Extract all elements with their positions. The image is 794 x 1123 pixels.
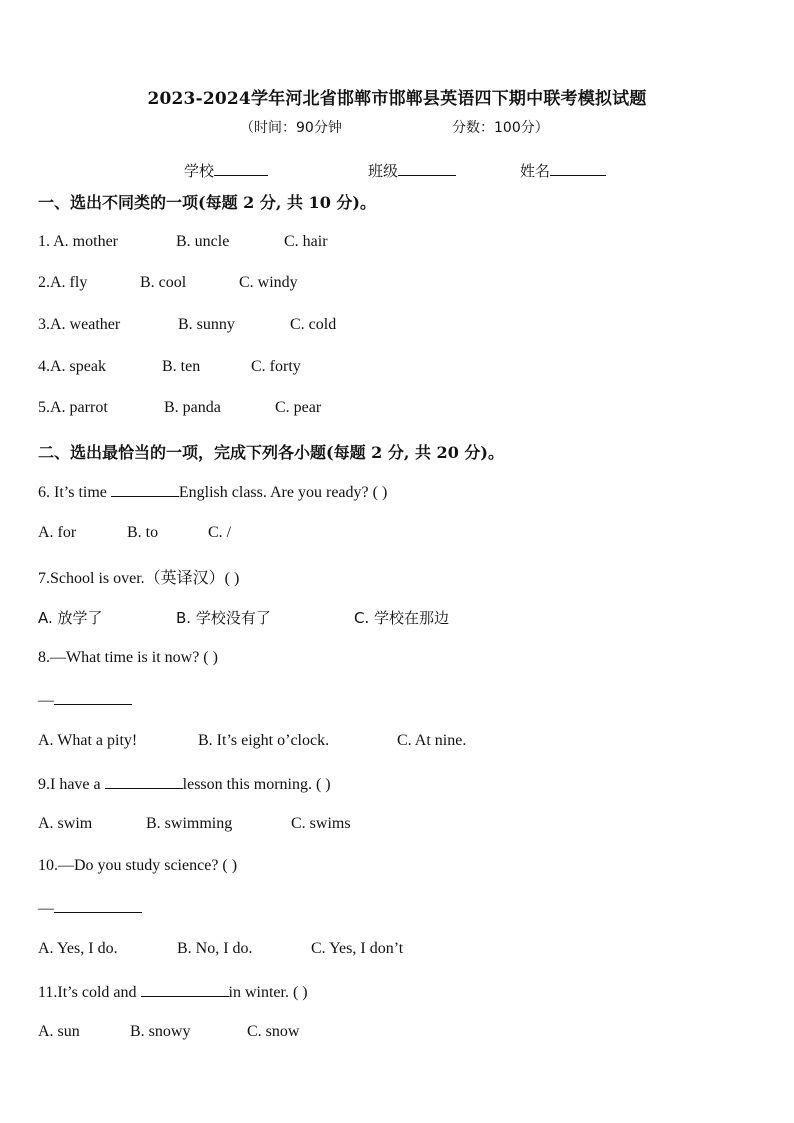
q6-option-a: A. for xyxy=(38,524,77,541)
name-label: 姓名 xyxy=(520,162,551,180)
s1-q3-option-b: B. sunny xyxy=(178,316,235,333)
school-label: 学校 xyxy=(184,162,215,180)
s1-question-2 xyxy=(38,274,87,292)
q7-option-a: A. 放学了 xyxy=(38,609,103,627)
s1-q4-option-b: B. ten xyxy=(162,358,201,375)
q11-stem-post: in winter. ( ) xyxy=(228,984,308,1001)
option-a: A. weather xyxy=(50,316,121,333)
q9-option-a: A. swim xyxy=(38,815,93,832)
q10-option-b: B. No, I do. xyxy=(177,940,253,957)
s1-q3-option-c: C. cold xyxy=(290,316,337,333)
total-score: 分数：100分） xyxy=(452,120,549,136)
question-number: 1. xyxy=(38,233,54,250)
q7-option-c: C. 学校在那边 xyxy=(354,609,450,627)
option-a: A. speak xyxy=(50,358,106,375)
q10-stem: 10.—Do you study science? ( ) xyxy=(38,857,238,874)
q6-stem xyxy=(38,482,387,502)
q9-stem-pre: 9.I have a xyxy=(38,776,105,793)
s1-q1-option-c: C. hair xyxy=(284,233,328,250)
q10-dash: — xyxy=(38,900,54,917)
section-1-heading: 一、选出不同类的一项(每题 2 分, 共 10 分)。 xyxy=(38,193,376,212)
q8-dash: — xyxy=(38,692,54,709)
q6-stem-post: English class. Are you ready? ( ) xyxy=(178,484,388,501)
s1-question-4 xyxy=(38,358,106,376)
q11-option-c: C. snow xyxy=(247,1023,300,1040)
q9-blank xyxy=(105,774,183,789)
q10-option-a: A. Yes, I do. xyxy=(38,940,118,957)
q6-stem-pre: 6. It’s time xyxy=(38,484,111,501)
q11-option-b: B. snowy xyxy=(130,1023,191,1040)
s1-q5-option-c: C. pear xyxy=(275,399,322,416)
option-a: A. parrot xyxy=(50,399,108,416)
q10-answer-line xyxy=(38,898,142,918)
q8-option-b: B. It’s eight o’clock. xyxy=(198,732,330,749)
class-blank xyxy=(398,161,456,176)
q7-option-b: B. 学校没有了 xyxy=(176,609,271,627)
option-a: A. mother xyxy=(53,233,118,250)
s1-q5-option-b: B. panda xyxy=(164,399,221,416)
q6-blank xyxy=(111,482,179,497)
q9-option-b: B. swimming xyxy=(146,815,233,832)
q10-blank xyxy=(54,898,142,913)
s1-q2-option-b: B. cool xyxy=(140,274,187,291)
s1-q2-option-c: C. windy xyxy=(239,274,298,291)
q8-stem: 8.—What time is it now? ( ) xyxy=(38,649,218,666)
question-number: 5. xyxy=(38,399,50,416)
school-blank xyxy=(214,161,268,176)
q9-option-c: C. swims xyxy=(291,815,351,832)
option-a: A. fly xyxy=(50,274,88,291)
exam-title: 2023-2024学年河北省邯郸市邯郸县英语四下期中联考模拟试题 xyxy=(147,89,647,109)
q11-blank xyxy=(141,982,229,997)
q6-option-c: C. / xyxy=(208,524,232,541)
s1-q4-option-c: C. forty xyxy=(251,358,301,375)
name-blank xyxy=(550,161,606,176)
section-2-heading: 二、选出最恰当的一项，完成下列各小题(每题 2 分, 共 20 分)。 xyxy=(38,443,504,462)
q8-blank xyxy=(54,690,132,705)
time-limit: （时间：90分钟 xyxy=(240,120,342,136)
q8-answer-line xyxy=(38,690,132,710)
s1-question-1 xyxy=(38,233,118,251)
s1-question-5 xyxy=(38,399,108,417)
class-field xyxy=(368,160,456,181)
school-field xyxy=(184,160,268,181)
q11-stem xyxy=(38,982,308,1002)
q7-stem: 7.School is over.（英译汉）( ) xyxy=(38,570,240,587)
q8-option-c: C. At nine. xyxy=(397,732,467,749)
q6-option-b: B. to xyxy=(127,524,159,541)
question-number: 2. xyxy=(38,274,50,291)
class-label: 班级 xyxy=(368,162,399,180)
q11-stem-pre: 11.It’s cold and xyxy=(38,984,141,1001)
s1-question-3 xyxy=(38,316,120,334)
name-field xyxy=(520,160,606,181)
q11-option-a: A. sun xyxy=(38,1023,80,1040)
q9-stem-post: lesson this morning. ( ) xyxy=(182,776,331,793)
q9-stem xyxy=(38,774,331,794)
question-number: 4. xyxy=(38,358,50,375)
q10-option-c: C. Yes, I don’t xyxy=(311,940,404,957)
s1-q1-option-b: B. uncle xyxy=(176,233,230,250)
question-number: 3. xyxy=(38,316,50,333)
q8-option-a: A. What a pity! xyxy=(38,732,138,749)
